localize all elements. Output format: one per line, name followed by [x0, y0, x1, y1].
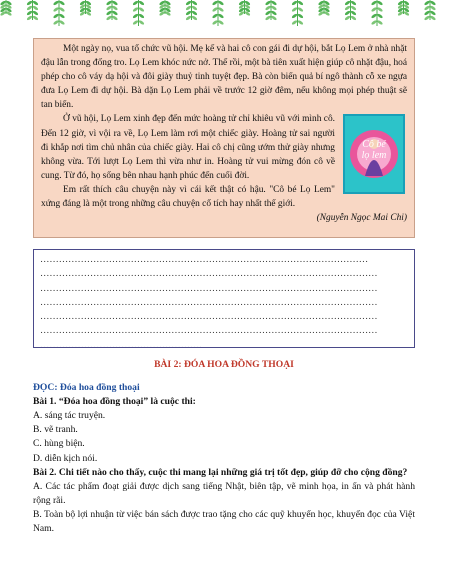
answer-line: ……………………………………………………………………………………………… — [40, 326, 378, 337]
book-title-line-2: lọ lem — [361, 150, 387, 162]
book-cover-image — [343, 114, 405, 194]
answer-line: ……………………………………………. — [40, 340, 202, 348]
question-2-option-a[interactable]: A. Các tác phẩm đoạt giải được dịch sang tiếng Nhật, biên tập, vẽ minh họa, in ấn và phát hành rộng rãi. — [33, 480, 415, 506]
answer-line: ……………………………………………………………………………………………… — [40, 283, 378, 294]
story-author: (Nguyễn Ngọc Mai Chi) — [316, 213, 407, 224]
question-1-option-a[interactable]: A. sáng tác truyện. — [33, 410, 106, 422]
answer-line: ……………………………………………………………………………………………… — [40, 312, 378, 323]
answer-line: …………………………………………………………………………………………… — [40, 255, 369, 265]
question-2-option-b[interactable]: B. Toàn bộ lợi nhuận từ việc bán sách được trao tặng cho các quỹ khuyến học, khuyến đọc của Việt Nam. — [33, 508, 415, 535]
book-title-line-1: Cô bé — [362, 139, 386, 151]
question-2: Bài 2. Chi tiết nào cho thấy, cuộc thi mang lại những giá trị tốt đẹp, giúp đỡ cho cộng đồng? — [33, 466, 408, 478]
vine-decoration — [0, 0, 450, 32]
lesson-title: BÀI 2: ĐÓA HOA ĐỒNG THOẠI — [154, 359, 294, 370]
reading-title: ĐỌC: Đóa hoa đồng thoại — [33, 382, 140, 394]
story-paragraph-3: Em rất thích câu chuyện này vì cái kết thật có hậu. "Cô bé Lọ Lem" xứng đáng là một trong những câu chuyện cổ tích hay nhất thế giới. — [41, 184, 335, 210]
story-paragraph-1: Một ngày nọ, vua tổ chức vũ hội. Mẹ kế và hai cô con gái đi dự hội, bắt Lọ Lem ở nhà nhặt đậu lẫn trong đống tro. Lọ Lem khóc nức nở. Thế rồi, một bà tiên xuất hiện giúp cô nhặt đậu, hoá phép cho cô váy dạ hội và đôi giày thuỷ tinh tuyệt đẹp. Bà còn biến quả bí ngô thành cỗ xe ngựa đưa Lọ Lem đi dự hội. Bà dặn Lọ Lem phải về trước 12 giờ đêm, nếu không mọi phép thuật sẽ tan biến. — [41, 44, 407, 111]
question-1-option-c[interactable]: C. hùng biện. — [33, 438, 85, 450]
lesson-section — [33, 358, 415, 536]
question-1-option-b[interactable]: B. vẽ tranh. — [33, 424, 78, 436]
answer-area[interactable] — [33, 249, 415, 348]
answer-line: ……………………………………………………………………………………………… — [40, 297, 378, 308]
story-excerpt-box — [33, 38, 415, 238]
story-paragraph-2: Ở vũ hội, Lọ Lem xinh đẹp đến mức hoàng tử chỉ khiêu vũ với mình cô. Đến 12 giờ, vì vội ra về, Lọ Lem làm rơi một chiếc giày. Hoàng tử sai người đi khắp nơi tìm chủ nhân của chiếc giày. Hai cô chị cũng ướm thử giày nhưng không vừa. Tới lượt Lọ Lem thì vừa như in. Hoàng tử vui mừng đón cô về cung. Từ đó, họ sống bên nhau hạnh phúc đến cuối đời. — [41, 114, 335, 181]
question-1-option-d[interactable]: D. diễn kịch nói. — [33, 452, 98, 464]
question-1: Bài 1. “Đóa hoa đồng thoại” là cuộc thi: — [33, 396, 196, 408]
answer-line: ……………………………………………………………………………………………… — [40, 269, 378, 280]
